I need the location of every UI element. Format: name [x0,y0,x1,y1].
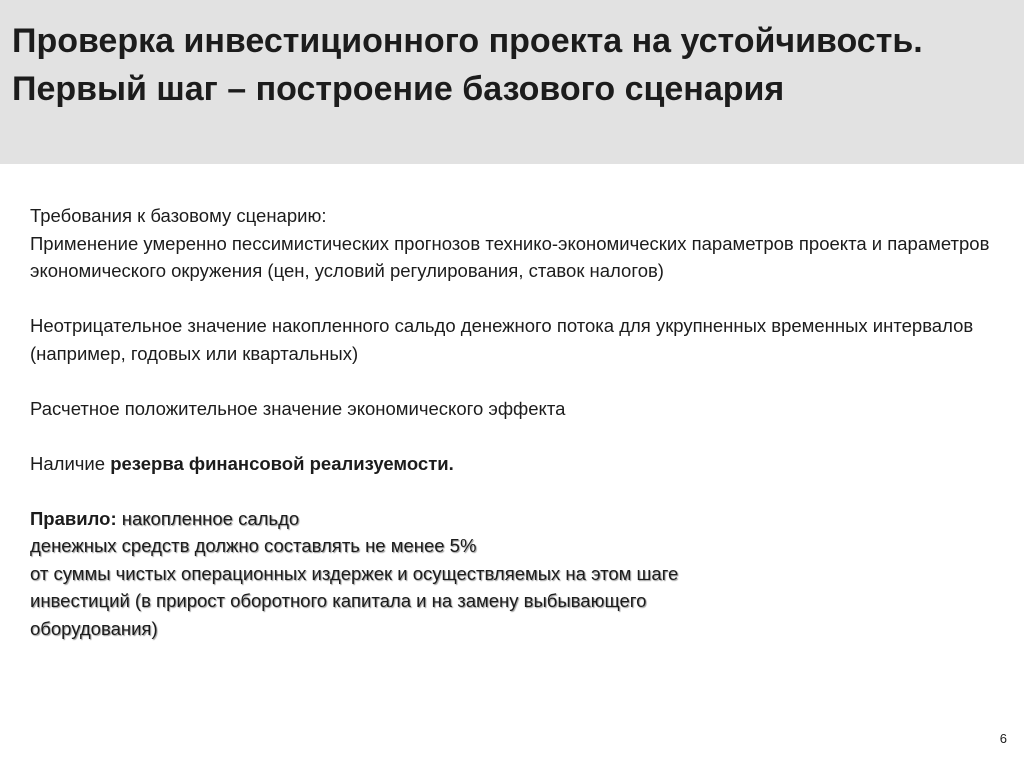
rule-paragraph [30,505,1010,643]
title-bar [0,0,1024,164]
spacer [30,477,1010,505]
spacer [30,285,1010,313]
rule-line-5: оборудования) [30,617,158,639]
spacer [30,422,1010,450]
rule-line-1: накопленное сальдо [116,507,300,529]
rule-line-3: от суммы чистых операционных издержек и осуществляемых на этом шаге [30,562,679,584]
slide-title: Проверка инвестиционного проекта на устойчивость. Первый шаг – построение базового сценария [12,22,923,108]
spacer [30,367,1010,395]
requirement-1: Применение умеренно пессимистических прогнозов технико-экономических параметров проекта и параметров экономического окружения (цен, условий регулирования, ставок налогов) [30,232,990,281]
requirement-4-prefix: Наличие [30,452,111,474]
requirements-heading: Требования к базовому сценарию: [30,205,327,226]
page-number: 6 [999,731,1007,746]
requirement-4 [30,450,1010,478]
slide-body [30,202,1010,642]
rule-label: Правило: [30,507,117,529]
rule-line-4: инвестиций (в прирост оборотного капитала и на замену выбывающего [30,590,647,611]
requirement-2: Неотрицательное значение накопленного сальдо денежного потока для укрупненных временных интервалов (например, годовых или квартальных) [30,315,974,364]
requirement-4-bold: резерва финансовой реализуемости. [110,452,454,474]
requirement-3: Расчетное положительное значение экономического эффекта [30,397,566,419]
rule-line-2: денежных средств должно составлять не менее 5% [30,535,477,556]
